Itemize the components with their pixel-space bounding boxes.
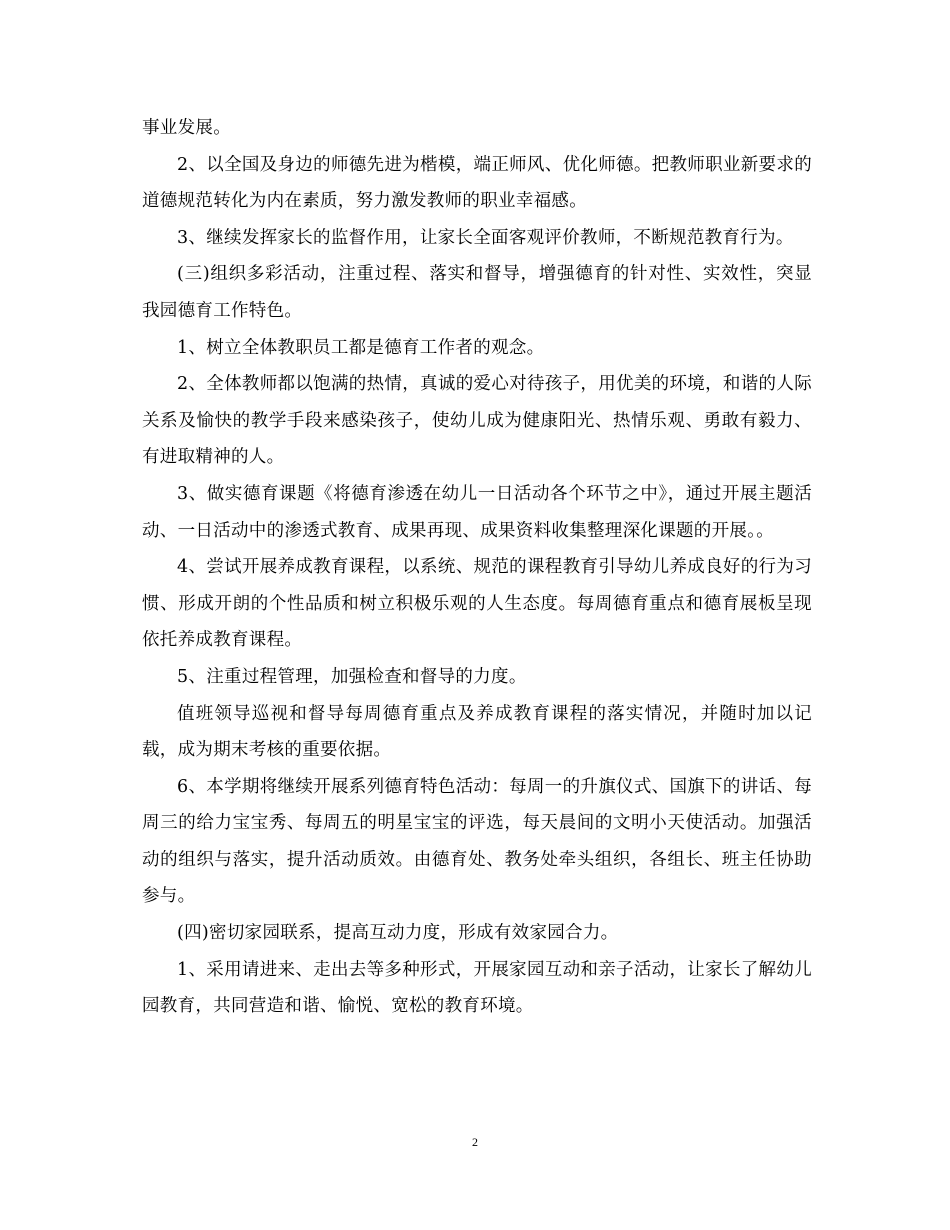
paragraph: 2、全体教师都以饱满的热情，真诚的爱心对待孩子，用优美的环境，和谐的人际关系及愉快的教学手段来感染孩子，使幼儿成为健康阳光、热情乐观、勇敢有毅力、有进取精神的人。 bbox=[142, 374, 812, 468]
paragraph: 1、采用请进来、走出去等多种形式，开展家园互动和亲子活动，让家长了解幼儿园教育，共同营造和谐、愉悦、宽松的教育环境。 bbox=[142, 959, 812, 1017]
paragraph: 事业发展。 bbox=[142, 118, 231, 138]
document-body bbox=[142, 110, 812, 1025]
paragraph: 1、树立全体教职员工都是德育工作者的观念。 bbox=[177, 337, 545, 358]
paragraph: 值班领导巡视和督导每周德育重点及养成教育课程的落实情况，并随时加以记载，成为期末考核的重要依据。 bbox=[142, 703, 812, 761]
paragraph: 4、尝试开展养成教育课程，以系统、规范的课程教育引导幼儿养成良好的行为习惯、形成开朗的个性品质和树立积极乐观的人生态度。每周德育重点和德育展板呈现依托养成教育课程。 bbox=[142, 557, 812, 651]
paragraph: 6、本学期将继续开展系列德育特色活动：每周一的升旗仪式、国旗下的讲话、每周三的给力宝宝秀、每周五的明星宝宝的评选，每天晨间的文明小天使活动。加强活动的组织与落实，提升活动质效。由德育处、教务处牵头组织，各组长、班主任协助参与。 bbox=[142, 776, 812, 907]
paragraph: 3、做实德育课题《将德育渗透在幼儿一日活动各个环节之中》，通过开展主题活动、一日活动中的渗透式教育、成果再现、成果资料收集整理深化课题的开展。。 bbox=[142, 483, 812, 541]
page-number: 2 bbox=[472, 1135, 478, 1149]
paragraph: 2、以全国及身边的师德先进为楷模，端正师风、优化师德。把教师职业新要求的道德规范转化为内在素质，努力激发教师的职业幸福感。 bbox=[142, 154, 812, 212]
paragraph: 5、注重过程管理，加强检查和督导的力度。 bbox=[177, 666, 527, 687]
section-heading: (三)组织多彩活动，注重过程、落实和督导，增强德育的针对性、实效性，突显我园德育工作特色。 bbox=[142, 264, 812, 321]
paragraph: 3、继续发挥家长的监督作用，让家长全面客观评价教师，不断规范教育行为。 bbox=[177, 227, 794, 248]
section-heading: (四)密切家园联系，提高互动力度，形成有效家园合力。 bbox=[177, 923, 619, 944]
